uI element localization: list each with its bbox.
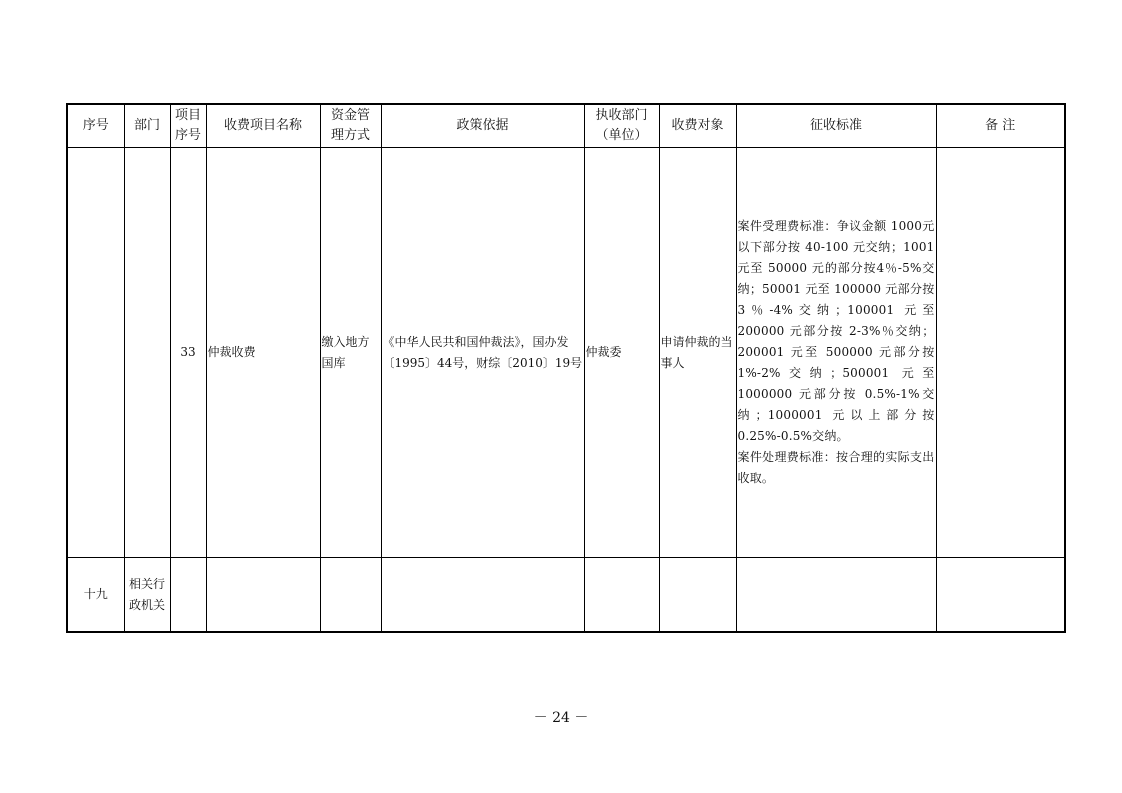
header-collector-line2: （单位） (595, 128, 648, 143)
standard-acceptance-fee: 案件受理费标准：争议金额 1000元以下部分按 40-100 元交纳；1001 元至 50000 元的部分按4％-5%交纳；50001 元至 100000 元部分按 3％-4%交纳；100001 元至 200000 元部分按 2-3%％交纳；200001 元至 500000 元部分按 1%-2%交纳；500001 元至 1000000 元部分按 0.5%-1%交纳；1000001 元以上部分按 0.25%-0.5%交纳。 (737, 219, 935, 443)
cell-target: 申请仲裁的当事人 (659, 148, 736, 558)
cell-fund-mgmt: 缴入地方国库 (320, 148, 381, 558)
header-fee-name: 收费项目名称 (206, 104, 320, 148)
cell-seq (67, 148, 124, 558)
standard-handling-fee: 案件处理费标准：按合理的实际支出收取。 (737, 450, 935, 485)
cell-standard (736, 558, 936, 633)
cell-fee-name (206, 558, 320, 633)
cell-collector: 仲裁委 (584, 148, 659, 558)
cell-item-seq (170, 558, 206, 633)
header-seq: 序号 (67, 104, 124, 148)
cell-dept (124, 148, 170, 558)
header-target: 收费对象 (659, 104, 736, 148)
cell-dept-line1: 相关行 (128, 576, 165, 591)
header-standard: 征收标准 (736, 104, 936, 148)
header-remark: 备 注 (936, 104, 1065, 148)
table-row-arbitration-fee (67, 148, 1065, 558)
cell-fee-name: 仲裁收费 (206, 148, 320, 558)
cell-fund-mgmt (320, 558, 381, 633)
header-fund-mgmt (320, 104, 381, 148)
header-fund-mgmt-line1: 资金管 (330, 108, 370, 123)
cell-collector (584, 558, 659, 633)
cell-remark (936, 558, 1065, 633)
cell-item-seq: 33 (170, 148, 206, 558)
cell-target (659, 558, 736, 633)
cell-policy (381, 558, 584, 633)
cell-standard (736, 148, 936, 558)
header-collector-line1: 执收部门 (595, 108, 648, 123)
page-number: － 24 － (533, 710, 589, 726)
header-fund-mgmt-line2: 理方式 (330, 128, 370, 143)
cell-dept-line2: 政机关 (128, 597, 165, 612)
header-item-seq (170, 104, 206, 148)
header-item-seq-line2: 序号 (174, 128, 201, 143)
cell-policy: 《中华人民共和国仲裁法》，国办发〔1995〕44号，财综〔2010〕19号 (381, 148, 584, 558)
header-policy: 政策依据 (381, 104, 584, 148)
header-collector (584, 104, 659, 148)
header-dept: 部门 (124, 104, 170, 148)
cell-remark (936, 148, 1065, 558)
table-row-related-admin (67, 558, 1065, 633)
fee-table (66, 103, 1066, 633)
cell-seq: 十九 (67, 558, 124, 633)
header-row (67, 104, 1065, 148)
header-item-seq-line1: 项目 (174, 108, 201, 123)
cell-dept (124, 558, 170, 633)
